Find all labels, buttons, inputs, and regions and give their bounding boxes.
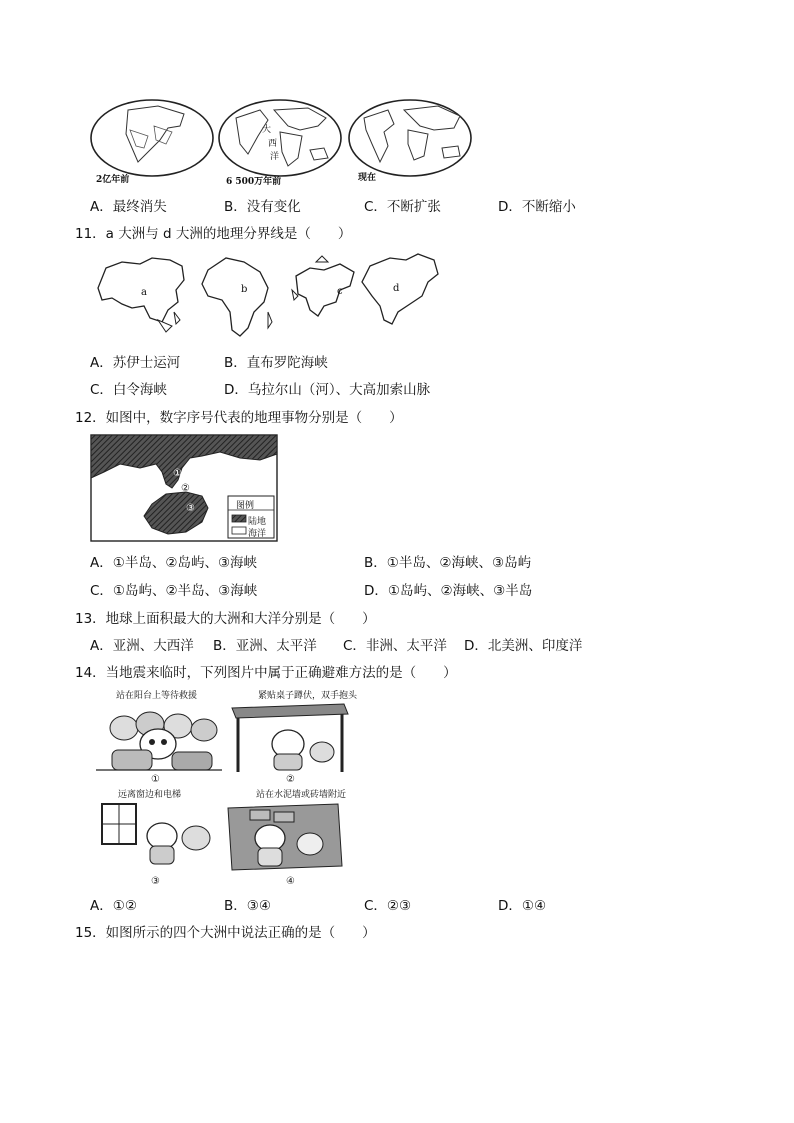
continent-label-d: d [393,283,400,294]
continental-drift-figure [88,96,488,188]
q11-option-a[interactable]: A．苏伊士运河 [90,355,181,371]
q12-option-d[interactable]: D．①岛屿、②海峡、③半岛 [364,583,533,599]
q14-option-a[interactable]: A．①② [90,898,137,914]
panel-number-2: ② [286,774,295,785]
continent-label-b: b [241,284,248,295]
panel-caption-2: 紧贴桌子蹲伏，双手抱头 [258,691,358,701]
q10-option-d[interactable]: D．不断缩小 [498,199,576,215]
panel-2-illustration [232,704,348,772]
q12-option-b[interactable]: B．①半岛、②海峡、③岛屿 [364,555,532,571]
panel-number-3: ③ [151,876,160,887]
q13-stem: 13．地球上面积最大的大洲和大洋分别是（ ） [75,611,376,627]
legend-land: 陆地 [248,517,267,527]
q11-stem: 11．a 大洲与 d 大洲的地理分界线是（ ） [75,226,352,242]
q13-option-b[interactable]: B．亚洲、太平洋 [213,638,317,654]
continent-label-c: c [337,286,343,297]
panel-4-illustration [228,804,342,870]
q13-option-c[interactable]: C．非洲、太平洋 [343,638,447,654]
panel-caption-1: 站在阳台上等待救援 [116,691,198,701]
q10-option-c[interactable]: C．不断扩张 [364,199,441,215]
map-mark-3: ③ [186,503,195,514]
q12-stem: 12．如图中，数字序号代表的地理事物分别是（ ） [75,410,403,426]
legend-ocean: 海洋 [248,529,267,539]
q14-stem: 14．当地震来临时，下列图片中属于正确避难方法的是（ ） [75,665,457,681]
panel-number-1: ① [151,774,160,785]
q12-option-a[interactable]: A．①半岛、②岛屿、③海峡 [90,555,258,571]
globe-label-2: 6 500万年前 [226,177,282,187]
q15-stem: 15．如图所示的四个大洲中说法正确的是（ ） [75,925,376,941]
q14-option-b[interactable]: B．③④ [224,898,271,914]
map-mark-2: ② [181,483,190,494]
q11-option-d[interactable]: D．乌拉尔山（河）、大高加索山脉 [224,382,431,398]
q10-option-a[interactable]: A．最终消失 [90,199,167,215]
globe-label-1: 2亿年前 [96,175,130,185]
ocean-label-char: 西 [268,139,278,149]
q14-option-c[interactable]: C．②③ [364,898,412,914]
q11-option-c[interactable]: C．白令海峡 [90,382,167,398]
q12-option-c[interactable]: C．①岛屿、②半岛、③海峡 [90,583,258,599]
panel-1-illustration [96,712,222,770]
panel-number-4: ④ [286,876,295,887]
continent-label-a: a [141,287,147,298]
ocean-label-char: 洋 [270,152,280,162]
q11-option-b[interactable]: B．直布罗陀海峡 [224,355,328,371]
panel-3-illustration [102,804,210,864]
map-mark-1: ① [173,468,182,479]
q10-option-b[interactable]: B．没有变化 [224,199,301,215]
q13-option-d[interactable]: D．北美洲、印度洋 [464,638,583,654]
panel-caption-3: 远离窗边和电梯 [118,790,182,800]
legend-title: 图例 [236,501,255,511]
q13-option-a[interactable]: A．亚洲、大西洋 [90,638,194,654]
globe-label-3: 现在 [358,173,377,183]
q14-option-d[interactable]: D．①④ [498,898,547,914]
panel-caption-4: 站在水泥墙或砖墙附近 [256,790,347,800]
ocean-label-char: 大 [262,125,272,135]
